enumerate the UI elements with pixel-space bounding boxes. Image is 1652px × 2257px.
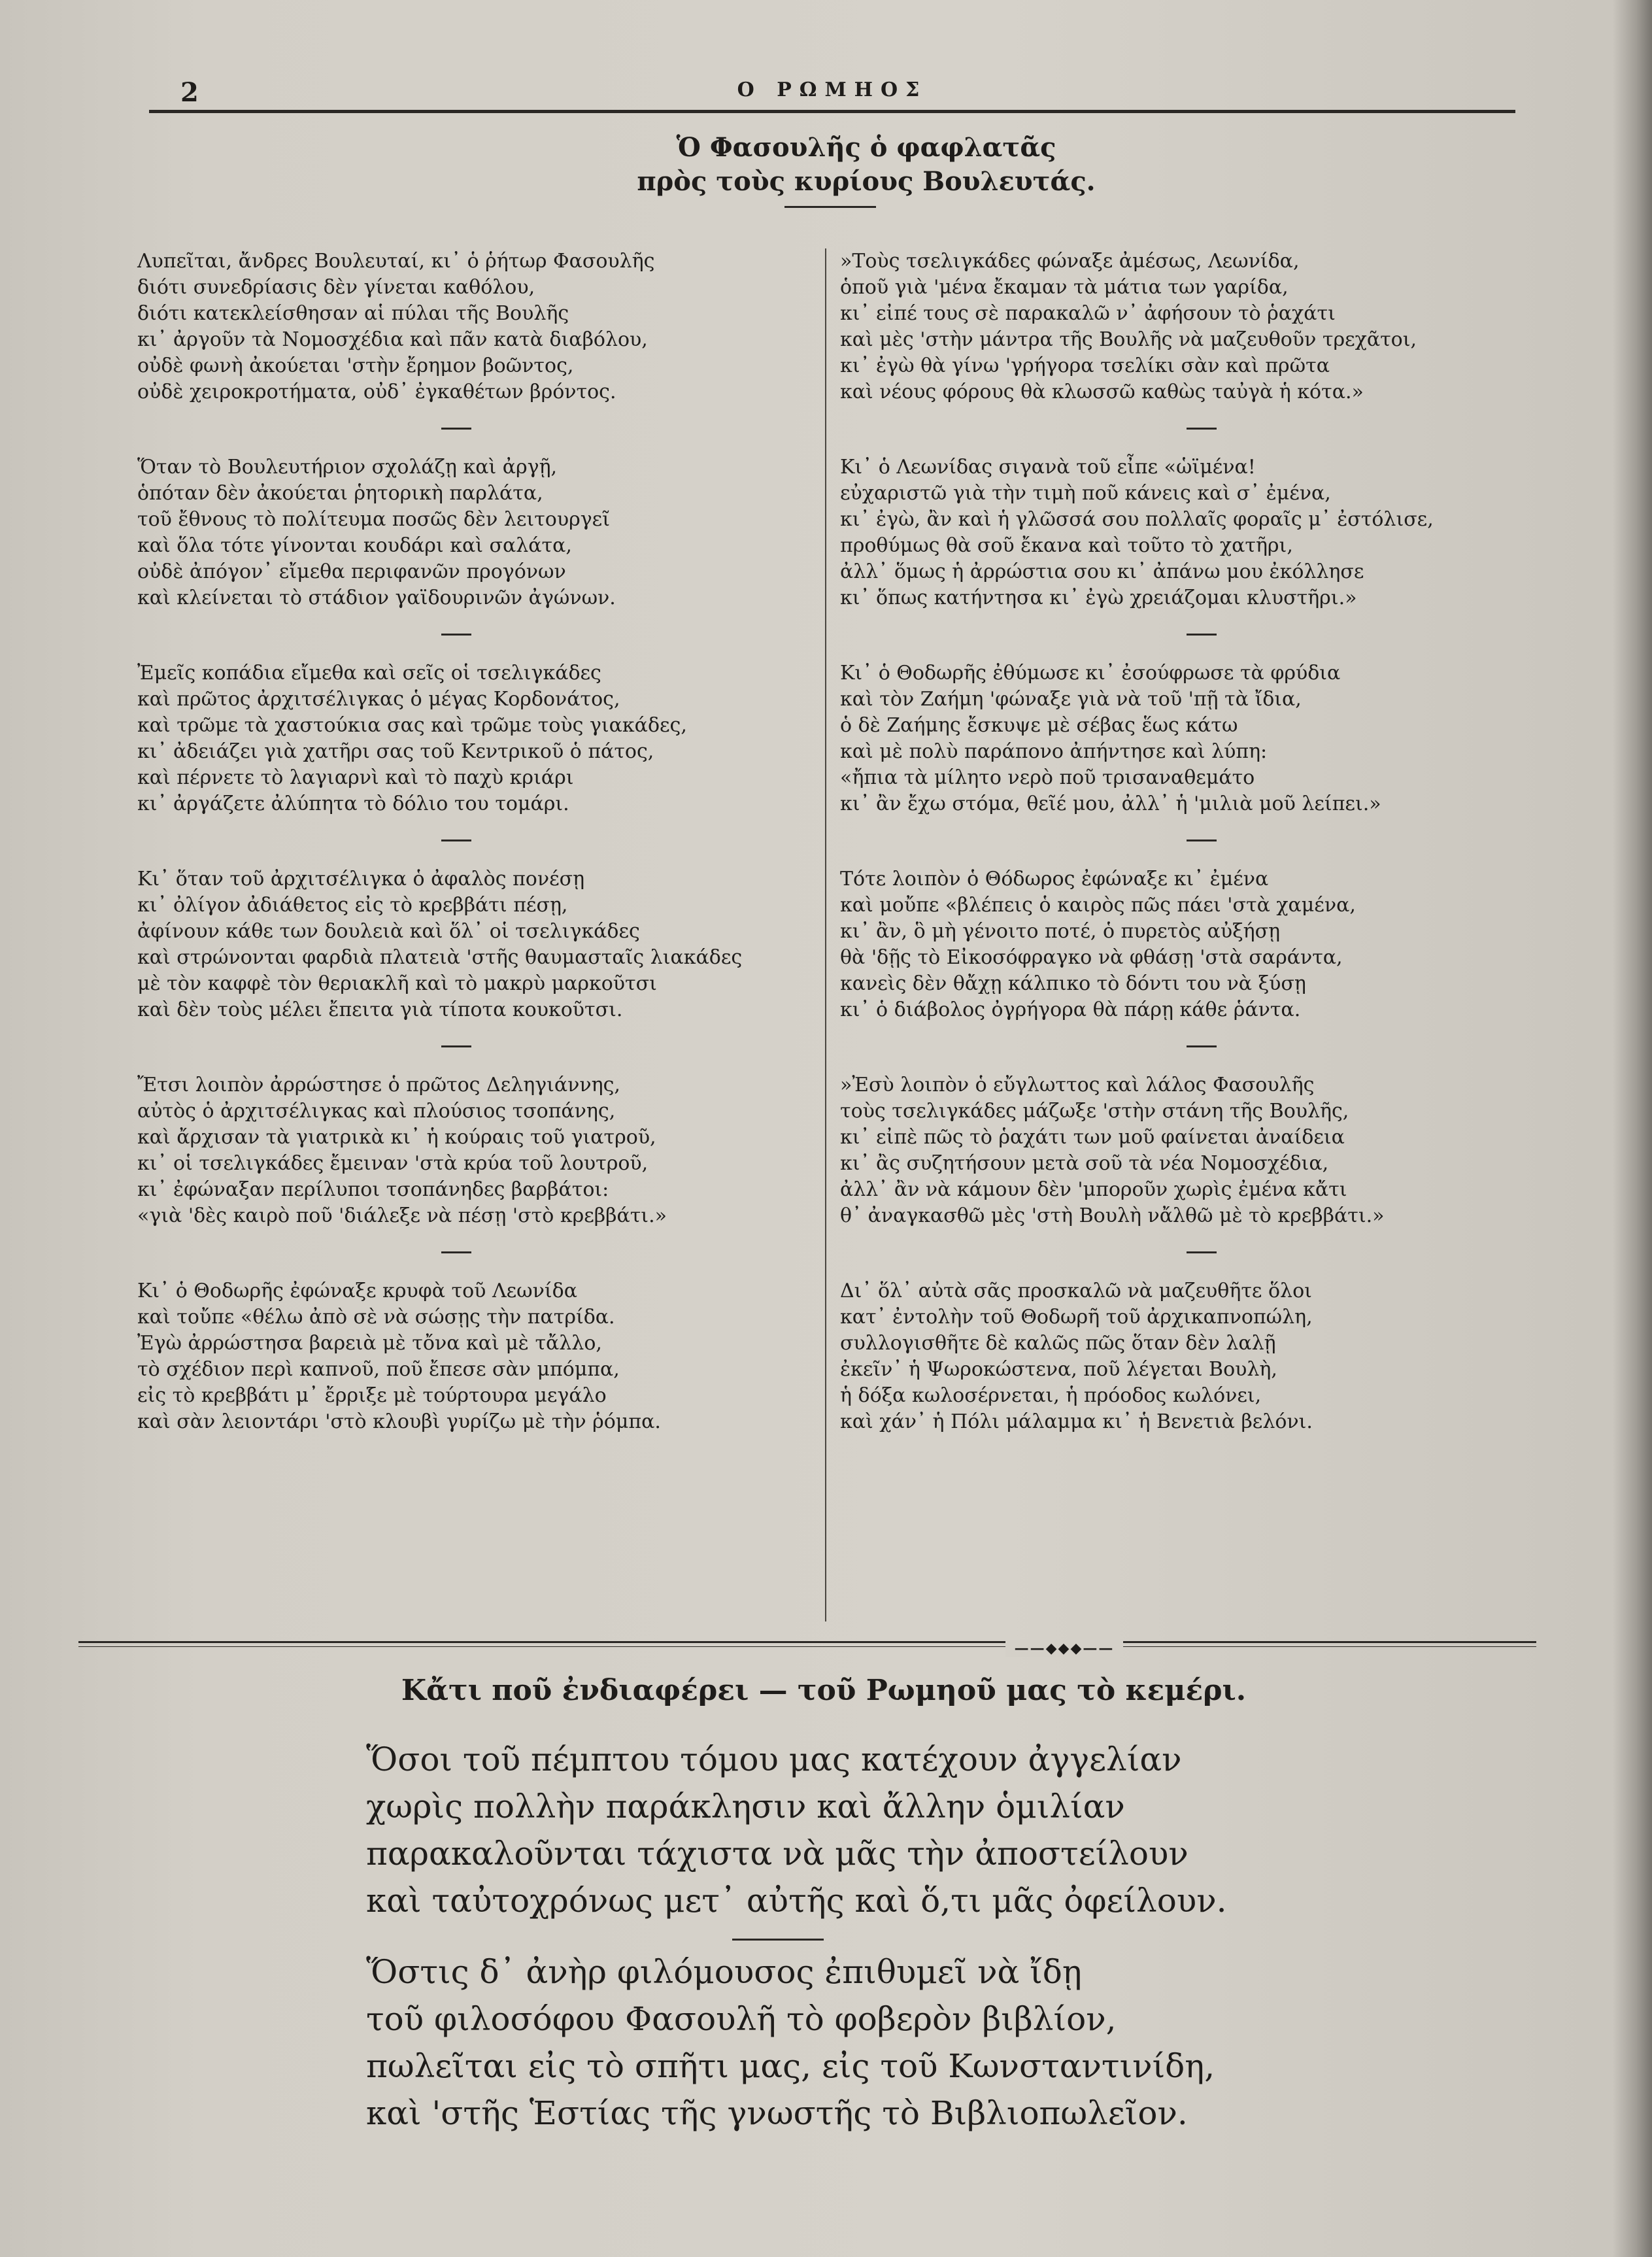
- verse-line: Λυπεῖται, ἄνδρες Βουλευταί, κι᾽ ὁ ῥήτωρ Φασουλῆς: [137, 250, 655, 273]
- stanza: [137, 660, 791, 817]
- verse-line: συλλογισθῆτε δὲ καλῶς πῶς ὅταν δὲν λαλῇ: [840, 1332, 1276, 1355]
- stanza-separator: [441, 634, 471, 636]
- page-number: 2: [180, 77, 199, 108]
- verse-line: διότι κατεκλείσθησαν αἱ πύλαι τῆς Βουλῆς: [137, 302, 569, 325]
- poem-title-line-1: Ὁ Φασουλῆς ὁ φαφλατᾶς: [676, 132, 1056, 163]
- verse-line: καὶ τοὔπε «θέλω ἀπὸ σὲ νὰ σώσῃς τὴν πατρίδα.: [137, 1306, 615, 1329]
- verse-line: οὐδὲ φωνὴ ἀκούεται 'στὴν ἔρημον βοῶντος,: [137, 354, 574, 377]
- header-rule: [149, 110, 1515, 113]
- notice-line: καὶ 'στῆς Ἑστίας τῆς γνωστῆς τὸ Βιβλιοπωλεῖον.: [366, 2094, 1188, 2132]
- stanza: [137, 454, 791, 611]
- verse-line: θὰ 'δῇς τὸ Εἰκοσόφραγκο νὰ φθάσῃ 'στὰ σαράντα,: [840, 946, 1343, 969]
- notice-paragraph-1: [366, 1736, 1477, 1924]
- verse-line: Ἔτσι λοιπὸν ἀρρώστησε ὁ πρῶτος Δεληγιάννης,: [137, 1074, 620, 1096]
- notice-line: Ὅσοι τοῦ πέμπτου τόμου μας κατέχουν ἀγγελίαν: [366, 1740, 1182, 1778]
- verse-line: κι᾽ ὀλίγον ἀδιάθετος εἰς τὸ κρεββάτι πέσῃ,: [137, 894, 568, 917]
- poem-left-column: [137, 248, 791, 1457]
- verse-line: καὶ κλείνεται τὸ στάδιον γαϊδουρινῶν ἀγώνων.: [137, 586, 616, 609]
- verse-line: προθύμως θὰ σοῦ ἔκανα καὶ τοῦτο τὸ χατῆρι,: [840, 534, 1293, 557]
- verse-line: ὁποῦ γιὰ 'μένα ἔκαμαν τὰ μάτια των γαρίδα,: [840, 276, 1289, 299]
- notice-line: τοῦ φιλοσόφου Φασουλῆ τὸ φοβερὸν βιβλίον,: [366, 2000, 1117, 2038]
- notice-line: πωλεῖται εἰς τὸ σπῆτι μας, εἰς τοῦ Κωνσταντινίδη,: [366, 2047, 1215, 2085]
- stanza-separator: [441, 840, 471, 841]
- verse-line: καὶ νέους φόρους θὰ κλωσσῶ καθὼς ταὐγὰ ἡ κότα.»: [840, 381, 1364, 403]
- stanza: [840, 248, 1494, 405]
- stanza: [137, 866, 791, 1023]
- notice-line: παρακαλοῦνται τάχιστα νὰ μᾶς τὴν ἀποστείλουν: [366, 1835, 1188, 1873]
- stanza: [840, 1072, 1494, 1229]
- verse-line: εἰς τὸ κρεββάτι μ᾽ ἔρριξε μὲ τούρτουρα μεγάλο: [137, 1384, 607, 1407]
- notice-line: χωρὶς πολλὴν παράκλησιν καὶ ἄλλην ὁμιλίαν: [366, 1788, 1125, 1825]
- verse-line: τοὺς τσελιγκάδες μάζωξε 'στὴν στάνη τῆς Βουλῆς,: [840, 1100, 1349, 1123]
- column-divider: [825, 248, 826, 1621]
- ornament-divider: ——◆◆◆——: [1005, 1640, 1123, 1657]
- verse-line: διότι συνεδρίασις δὲν γίνεται καθόλου,: [137, 276, 535, 299]
- verse-line: κι᾽ ἀργάζετε ἀλύπητα τὸ δόλιο του τομάρι.: [137, 792, 569, 815]
- stanza-separator: [1187, 840, 1217, 841]
- verse-line: κι᾽ εἰπὲ πῶς τὸ ῥαχάτι των μοῦ φαίνεται ἀναίδεια: [840, 1126, 1345, 1149]
- verse-line: εὐχαριστῶ γιὰ τὴν τιμὴ ποῦ κάνεις καὶ σ᾽ ἐμένα,: [840, 482, 1331, 505]
- verse-line: ὁπόταν δὲν ἀκούεται ῥητορικὴ παρλάτα,: [137, 482, 543, 505]
- section-rule: [78, 1641, 1536, 1643]
- verse-line: καὶ μοὔπε «βλέπεις ὁ καιρὸς πῶς πάει 'στὰ χαμένα,: [840, 894, 1356, 917]
- verse-line: Κι᾽ ὁ Θοδωρῆς ἐθύμωσε κι᾽ ἐσούφρωσε τὰ φρύδια: [840, 662, 1341, 685]
- stanza: [840, 660, 1494, 817]
- verse-line: κι᾽ ἐφώναξαν περίλυποι τσοπάνηδες βαρβάτοι:: [137, 1178, 609, 1201]
- verse-line: κι᾽ ἂν ἔχω στόμα, θεῖέ μου, ἀλλ᾽ ἡ 'μιλιὰ μοῦ λείπει.»: [840, 792, 1381, 815]
- verse-line: οὐδὲ ἀπόγον᾽ εἴμεθα περιφανῶν προγόνων: [137, 560, 566, 583]
- poem-title-line-2: πρὸς τοὺς κυρίους Βουλευτάς.: [637, 166, 1096, 197]
- verse-line: καὶ δὲν τοὺς μέλει ἔπειτα γιὰ τίποτα κουκοῦτσι.: [137, 998, 623, 1021]
- verse-line: κι᾽ οἱ τσελιγκάδες ἔμειναν 'στὰ κρύα τοῦ λουτροῦ,: [137, 1152, 649, 1175]
- verse-line: καὶ ὅλα τότε γίνονται κουδάρι καὶ σαλάτα,: [137, 534, 572, 557]
- stanza-separator: [441, 428, 471, 430]
- notice-line: Ὅστις δ᾽ ἀνὴρ φιλόμουσος ἐπιθυμεῖ νὰ ἴδῃ: [366, 1953, 1082, 1991]
- stanza: [137, 1072, 791, 1229]
- verse-line: οὐδὲ χειροκροτήματα, οὐδ᾽ ἐγκαθέτων βρόντος.: [137, 381, 616, 403]
- stanza: [840, 866, 1494, 1023]
- notice-title: [131, 1674, 1517, 1707]
- verse-line: καὶ μὲς 'στὴν μάντρα τῆς Βουλῆς νὰ μαζευθοῦν τρεχᾶτοι,: [840, 328, 1417, 351]
- stanza-separator: [1187, 1251, 1217, 1253]
- page-header: [149, 77, 1515, 129]
- notice-title-text: Κἄτι ποῦ ἐνδιαφέρει — τοῦ Ρωμηοῦ μας τὸ κεμέρι.: [401, 1674, 1247, 1707]
- verse-line: »Ἐσὺ λοιπὸν ὁ εὔγλωττος καὶ λάλος Φασουλῆς: [840, 1074, 1315, 1096]
- stanza: [840, 454, 1494, 611]
- verse-line: »Τοὺς τσελιγκάδες φώναξε ἀμέσως, Λεωνίδα,: [840, 250, 1300, 273]
- verse-line: καὶ ἄρχισαν τὰ γιατρικὰ κι᾽ ἡ κούραις τοῦ γιατροῦ,: [137, 1126, 656, 1149]
- verse-line: κατ᾽ ἐντολὴν τοῦ Θοδωρῆ τοῦ ἀρχικαπνοπώλη,: [840, 1306, 1313, 1329]
- verse-line: κι᾽ ὁ διάβολος ὀγρήγορα θὰ πάρῃ κάθε ῥάντα.: [840, 998, 1301, 1021]
- masthead: Ο ΡΩΜΗΟΣ: [737, 78, 928, 101]
- verse-line: Ἐγὼ ἀρρώστησα βαρειὰ μὲ τὄνα καὶ μὲ τἄλλο,: [137, 1332, 602, 1355]
- verse-line: αὐτὸς ὁ ἀρχιτσέλιγκας καὶ πλούσιος τσοπάνης,: [137, 1100, 616, 1123]
- stanza-separator: [1187, 428, 1217, 430]
- verse-line: Ἐμεῖς κοπάδια εἴμεθα καὶ σεῖς οἱ τσελιγκάδες: [137, 662, 601, 685]
- page-shadow-edge: [1613, 0, 1652, 2257]
- verse-line: καὶ τὸν Ζαήμη 'φώναξε γιὰ νὰ τοῦ 'πῇ τὰ ἴδια,: [840, 688, 1302, 711]
- poem-title: [588, 131, 1144, 199]
- stanza: [137, 1278, 791, 1435]
- verse-line: κι᾽ εἰπέ τους σὲ παρακαλῶ ν᾽ ἀφήσουν τὸ ῥαχάτι: [840, 302, 1336, 325]
- verse-line: Τότε λοιπὸν ὁ Θόδωρος ἐφώναξε κι᾽ ἐμένα: [840, 868, 1269, 891]
- title-divider: [784, 206, 876, 208]
- verse-line: κι᾽ ἀδειάζει γιὰ χατῆρι σας τοῦ Κεντρικοῦ ὁ πάτος,: [137, 740, 654, 763]
- verse-line: κι᾽ ἂς συζητήσουν μετὰ σοῦ τὰ νέα Νομοσχέδια,: [840, 1152, 1329, 1175]
- verse-line: καὶ σὰν λειοντάρι 'στὸ κλουβὶ γυρίζω μὲ τὴν ῥόμπα.: [137, 1410, 661, 1433]
- stanza: [137, 248, 791, 405]
- poem-right-column: [840, 248, 1494, 1457]
- section-rule-thin: [78, 1646, 1536, 1647]
- verse-line: καὶ στρώνονται φαρδιὰ πλατειὰ 'στῆς θαυμασταῖς λιακάδες: [137, 946, 743, 969]
- verse-line: κι᾽ ἐγὼ θὰ γίνω 'γρήγορα τσελίκι σὰν καὶ πρῶτα: [840, 354, 1330, 377]
- verse-line: «γιὰ 'δὲς καιρὸ ποῦ 'διάλεξε νὰ πέσῃ 'στὸ κρεββάτι.»: [137, 1204, 667, 1227]
- verse-line: ἐκεῖν᾽ ἡ Ψωροκώστενα, ποῦ λέγεται Βουλὴ,: [840, 1358, 1277, 1381]
- verse-line: Κι᾽ ὁ Λεωνίδας σιγανὰ τοῦ εἶπε «ὡϊμένα!: [840, 456, 1256, 479]
- verse-line: κι᾽ ἐγὼ, ἂν καὶ ἡ γλῶσσά σου πολλαῖς φοραῖς μ᾽ ἐστόλισε,: [840, 508, 1434, 531]
- verse-line: μὲ τὸν καφφὲ τὸν θεριακλῆ καὶ τὸ μακρὺ μαρκοῦτσι: [137, 972, 657, 995]
- verse-line: κι᾽ ὅπως κατήντησα κι᾽ ἐγὼ χρειάζομαι κλυστῆρι.»: [840, 586, 1357, 609]
- verse-line: καὶ πρῶτος ἀρχιτσέλιγκας ὁ μέγας Κορδονάτος,: [137, 688, 620, 711]
- verse-line: κι᾽ ἀργοῦν τὰ Νομοσχέδια καὶ πᾶν κατὰ διαβόλου,: [137, 328, 648, 351]
- verse-line: καὶ μὲ πολὺ παράπονο ἀπήντησε καὶ λύπη:: [840, 740, 1268, 763]
- notice-paragraph-2: [366, 1948, 1477, 2137]
- stanza-separator: [441, 1251, 471, 1253]
- verse-line: ἀλλ᾽ ὅμως ἡ ἀρρώστια σου κι᾽ ἀπάνω μου ἐκόλλησε: [840, 560, 1364, 583]
- verse-line: κι᾽ ἂν, ὃ μὴ γένοιτο ποτέ, ὁ πυρετὸς αὐξήσῃ: [840, 920, 1281, 943]
- stanza-separator: [1187, 1045, 1217, 1047]
- stanza-separator: [1187, 634, 1217, 636]
- verse-line: ἀλλ᾽ ἂν νὰ κάμουν δὲν 'μποροῦν χωρὶς ἐμένα κἄτι: [840, 1178, 1347, 1201]
- notice-line: καὶ ταὐτοχρόνως μετ᾽ αὐτῆς καὶ ὅ,τι μᾶς ὀφείλουν.: [366, 1882, 1227, 1920]
- verse-line: κανεὶς δὲν θἄχῃ κάλπικο τὸ δόντι του νὰ ξύσῃ: [840, 972, 1306, 995]
- verse-line: ἀφίνουν κάθε των δουλειὰ καὶ ὅλ᾽ οἱ τσελιγκάδες: [137, 920, 640, 943]
- verse-line: θ᾽ ἀναγκασθῶ μὲς 'στὴ Βουλὴ νἄλθῶ μὲ τὸ κρεββάτι.»: [840, 1204, 1385, 1227]
- verse-line: καὶ τρῶμε τὰ χαστούκια σας καὶ τρῶμε τοὺς γιακάδες,: [137, 714, 687, 737]
- stanza: [840, 1278, 1494, 1435]
- verse-line: Ὅταν τὸ Βουλευτήριον σχολάζῃ καὶ ἀργῇ,: [137, 456, 558, 479]
- verse-line: Δι᾽ ὅλ᾽ αὐτὰ σᾶς προσκαλῶ νὰ μαζευθῆτε ὅλοι: [840, 1280, 1312, 1302]
- verse-line: «ἤπια τὰ μίλητο νερὸ ποῦ τρισαναθεμάτο: [840, 766, 1255, 789]
- verse-line: Κι᾽ ὁ Θοδωρῆς ἐφώναξε κρυφὰ τοῦ Λεωνίδα: [137, 1280, 577, 1302]
- notice-divider: [732, 1939, 824, 1941]
- verse-line: καὶ πέρνετε τὸ λαγιαρνὶ καὶ τὸ παχὺ κριάρι: [137, 766, 574, 789]
- verse-line: τὸ σχέδιον περὶ καπνοῦ, ποῦ ἔπεσε σὰν μπόμπα,: [137, 1358, 620, 1381]
- verse-line: ὁ δὲ Ζαήμης ἔσκυψε μὲ σέβας ἕως κάτω: [840, 714, 1238, 737]
- stanza-separator: [441, 1045, 471, 1047]
- verse-line: ἡ δόξα κωλοσέρνεται, ἡ πρόοδος κωλόνει,: [840, 1384, 1262, 1407]
- verse-line: καὶ χάν᾽ ἡ Πόλι μάλαμμα κι᾽ ἡ Βενετιὰ βελόνι.: [840, 1410, 1313, 1433]
- verse-line: τοῦ ἔθνους τὸ πολίτευμα ποσῶς δὲν λειτουργεῖ: [137, 508, 610, 531]
- verse-line: Κι᾽ ὅταν τοῦ ἀρχιτσέλιγκα ὁ ἀφαλὸς πονέσῃ: [137, 868, 585, 891]
